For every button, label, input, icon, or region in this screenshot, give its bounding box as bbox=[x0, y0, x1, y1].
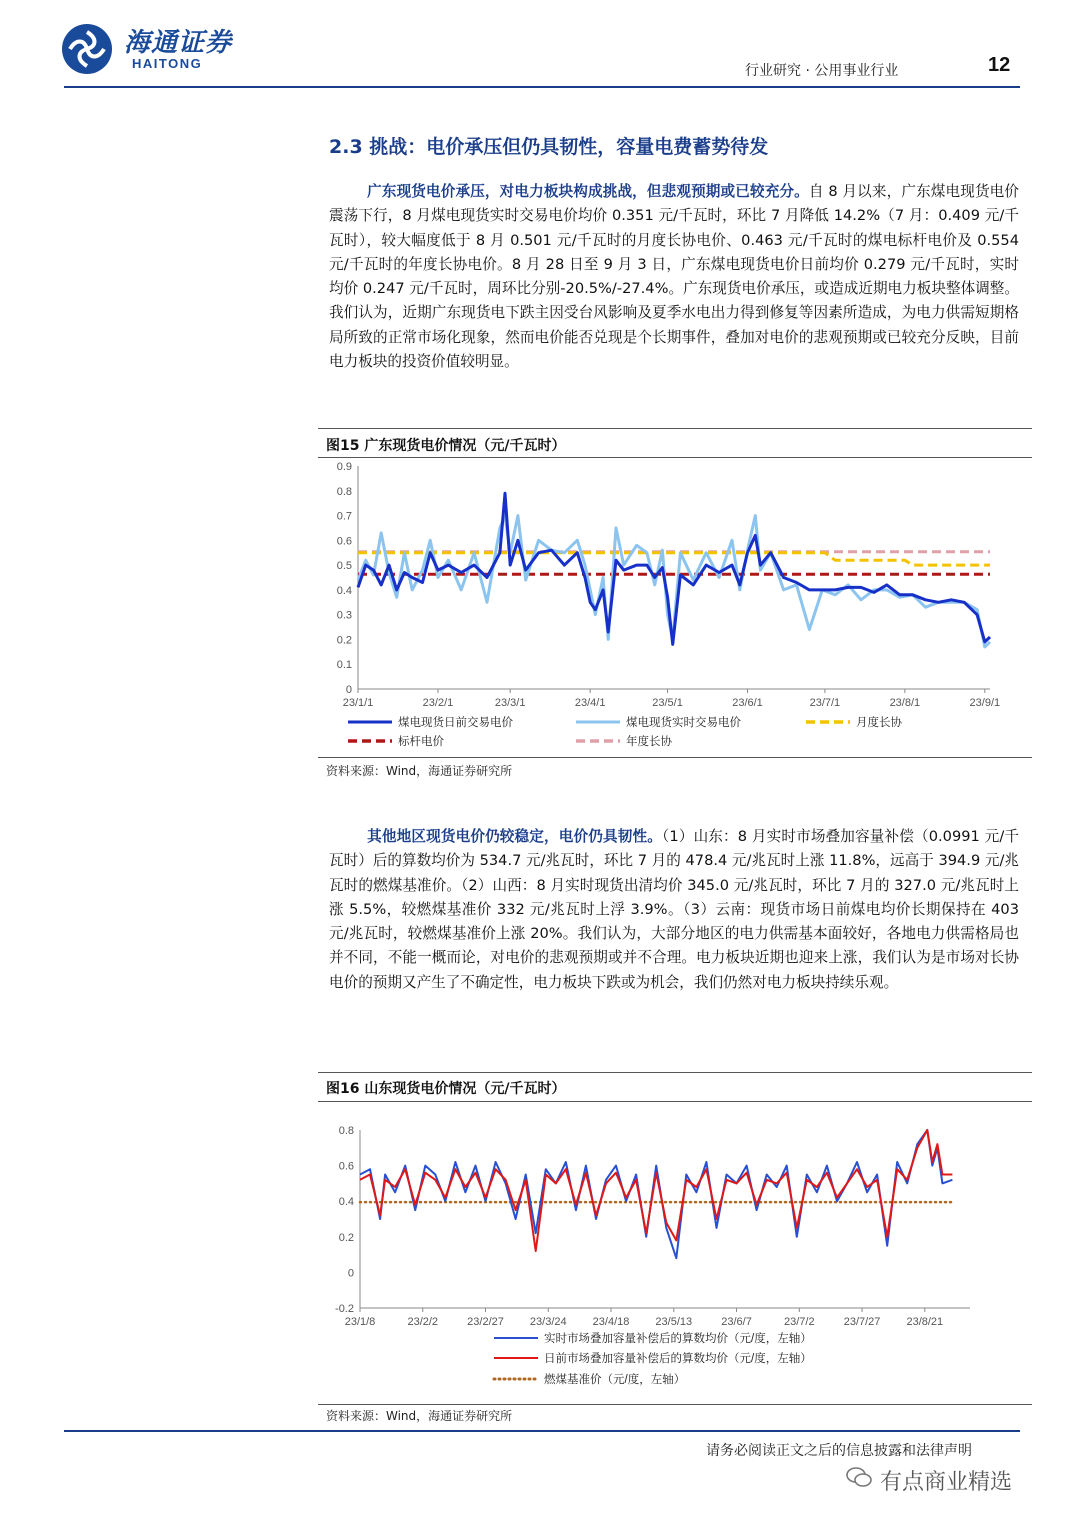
x-tick-label: 23/5/13 bbox=[655, 1316, 693, 1328]
x-tick-label: 23/2/2 bbox=[407, 1316, 439, 1328]
x-tick-label: 23/2/27 bbox=[467, 1316, 504, 1328]
legend-label: 煤电现货实时交易电价 bbox=[626, 717, 741, 729]
footer-disclaimer: 请务必阅读正文之后的信息披露和法律声明 bbox=[706, 1443, 972, 1459]
series-line-1 bbox=[358, 493, 990, 644]
x-tick-label: 23/7/27 bbox=[843, 1316, 881, 1328]
logo-english-text: HAITONG bbox=[132, 56, 203, 71]
x-tick-label: 23/2/1 bbox=[422, 697, 454, 709]
paragraph-lead: 广东现货电价承压，对电力板块构成挑战，但悲观预期或已较充分。 bbox=[367, 183, 809, 200]
shandong-price-chart bbox=[318, 1102, 1032, 1402]
y-tick-label: 0.9 bbox=[336, 461, 352, 473]
x-tick-label: 23/8/21 bbox=[906, 1316, 944, 1328]
y-tick-label: 0.8 bbox=[338, 1125, 354, 1137]
y-tick-label: 0.1 bbox=[336, 659, 352, 672]
y-tick-label: 0.6 bbox=[338, 1160, 354, 1173]
logo-chinese-text: 海通证券 bbox=[124, 28, 233, 58]
paragraph-lead: 其他地区现货电价仍较稳定，电价仍具韧性。 bbox=[367, 828, 662, 845]
figure-bottom-rule bbox=[318, 757, 1032, 758]
legend-label: 日前市场叠加容量补偿后的算数均价（元/度，左轴） bbox=[544, 1353, 812, 1365]
x-tick-label: 23/8/1 bbox=[889, 697, 921, 709]
y-tick-label: -0.2 bbox=[335, 1303, 354, 1315]
x-tick-label: 23/1/1 bbox=[342, 697, 374, 709]
x-tick-label: 23/5/1 bbox=[652, 697, 683, 709]
legend-label: 煤电现货日前交易电价 bbox=[398, 717, 513, 729]
watermark-text: 有点商业精选 bbox=[880, 1470, 1013, 1495]
series-line-1 bbox=[360, 1130, 952, 1258]
y-tick-label: 0.3 bbox=[336, 609, 352, 622]
page-number: 12 bbox=[988, 54, 1011, 76]
figure-top-rule bbox=[318, 1072, 1032, 1073]
x-tick-label: 23/1/8 bbox=[344, 1316, 376, 1328]
y-tick-label: 0.6 bbox=[336, 535, 352, 548]
x-tick-label: 23/6/1 bbox=[732, 697, 763, 709]
paragraph-guangdong bbox=[329, 180, 1019, 374]
paragraph-body: （1）山东：8 月实时市场叠加容量补偿（0.0991 元/千瓦时）后的算数均价为 534.7 元/兆瓦时，环比 7 月的 478.4 元/兆瓦时上涨 11.8%，远高于 394.9 元/兆瓦时的燃煤基准价。（2）山西：8 月实时现货出清均价 345.0 元/兆瓦时，环比 7 月的 327.0 元/兆瓦时上涨 5.5%，较燃煤基准价 332 元/兆瓦时上浮 3.9%。（3）云南：现货市场日前煤电均价长期保持在 403 元/兆瓦时，较燃煤基准价上涨 20%。我们认为，大部分地区的电力供需基本面较好，各地电力供需格局也并不同，不能一概而论，对电价的悲观预期或并不合理。电力板块近期也迎来上涨，我们认为是市场对长协电价的预期又产生了不确定性，电力板块下跌或为机会，我们仍然对电力板块持续乐观。 bbox=[329, 828, 1019, 991]
figure-bottom-rule bbox=[318, 1404, 1032, 1405]
legend-label: 实时市场叠加容量补偿后的算数均价（元/度，左轴） bbox=[544, 1333, 812, 1345]
legend-label: 燃煤基准价（元/度，左轴） bbox=[544, 1374, 686, 1386]
y-tick-label: 0.5 bbox=[336, 560, 352, 573]
haitong-logo-icon bbox=[62, 24, 112, 74]
x-tick-label: 23/3/1 bbox=[494, 697, 526, 709]
y-tick-label: 0.8 bbox=[336, 485, 352, 498]
series-line-2 bbox=[360, 1130, 952, 1251]
x-tick-label: 23/6/7 bbox=[721, 1316, 752, 1328]
y-tick-label: 0.4 bbox=[338, 1196, 354, 1209]
figure-15-source: 资料来源：Wind，海通证券研究所 bbox=[326, 764, 513, 778]
figure-top-rule bbox=[318, 428, 1032, 429]
x-tick-label: 23/3/24 bbox=[529, 1316, 567, 1328]
legend-label: 标杆电价 bbox=[398, 736, 444, 748]
x-tick-label: 23/4/1 bbox=[574, 697, 606, 709]
paragraph-body: 自 8 月以来，广东煤电现货电价震荡下行，8 月煤电现货实时交易电价均价 0.351 元/千瓦时，环比 7 月降低 14.2%（7 月：0.409 元/千瓦时），较大幅度低于 8 月 0.501 元/千瓦时的月度长协电价、0.463 元/千瓦时的煤电标杆电价及 0.554 元/千瓦时的年度长协电价。8 月 28 日至 9 月 3 日，广东煤电现货电价日前均价 0.279 元/千瓦时，实时均价 0.247 元/千瓦时，周环比分别-20.5%/-27.4%。广东现货电价承压，或造成近期电力板块整体调整。我们认为，近期广东现货电下跌主因受台风影响及夏季水电出力得到修复等因素所造成，为电力供需短期格局所致的正常市场化现象，然而电价能否兑现是个长期事件，叠加对电价的悲观预期或已较充分反映，目前电力板块的投资价值较明显。 bbox=[329, 183, 1019, 371]
x-tick-label: 23/7/2 bbox=[784, 1316, 815, 1328]
figure-16-source: 资料来源：Wind，海通证券研究所 bbox=[326, 1409, 513, 1423]
footer-divider bbox=[64, 1430, 1020, 1432]
figure-15-title: 图15 广东现货电价情况（元/千瓦时） bbox=[326, 438, 566, 454]
figure-16-title: 图16 山东现货电价情况（元/千瓦时） bbox=[326, 1081, 566, 1097]
y-tick-label: 0.2 bbox=[338, 1231, 354, 1244]
y-tick-label: 0 bbox=[345, 684, 352, 696]
y-tick-label: 0.7 bbox=[336, 510, 352, 523]
x-tick-label: 23/9/1 bbox=[969, 697, 1001, 709]
header-divider bbox=[64, 86, 1020, 88]
legend-label: 年度长协 bbox=[626, 736, 672, 748]
section-title: 2.3 挑战：电价承压但仍具韧性，容量电费蓄势待发 bbox=[329, 136, 769, 158]
x-tick-label: 23/7/1 bbox=[809, 697, 841, 709]
guangdong-price-chart bbox=[318, 458, 1032, 754]
paragraph-other-regions bbox=[329, 825, 1019, 995]
series-line-3 bbox=[358, 553, 990, 565]
y-tick-label: 0 bbox=[347, 1267, 354, 1280]
y-tick-label: 0.2 bbox=[336, 634, 352, 647]
report-category: 行业研究 · 公用事业行业 bbox=[745, 63, 899, 79]
legend-label: 月度长协 bbox=[856, 717, 902, 729]
x-tick-label: 23/4/18 bbox=[592, 1316, 630, 1328]
y-tick-label: 0.4 bbox=[336, 584, 352, 597]
wechat-icon bbox=[846, 1466, 872, 1488]
